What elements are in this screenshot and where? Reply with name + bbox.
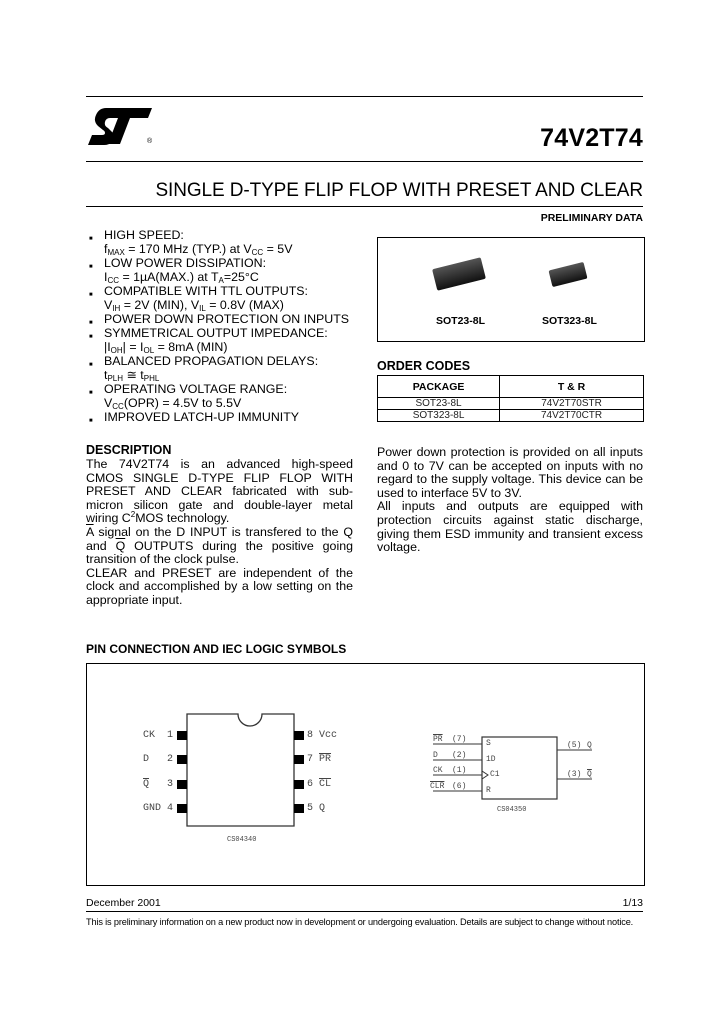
feature-main: LOW POWER DISSIPATION: xyxy=(104,256,267,270)
pin-num-7: 7 xyxy=(307,754,314,765)
description-left xyxy=(86,458,353,608)
part-number: 74V2T74 xyxy=(540,124,643,152)
pin-label-ck: CK xyxy=(143,730,156,741)
iec-input-num: (7) xyxy=(452,735,467,744)
pin-num-8: 8 xyxy=(307,730,314,741)
description-heading: DESCRIPTION xyxy=(86,443,172,457)
iec-input-pr: $\overline{PR}$ xyxy=(433,735,443,744)
order-cell: 74V2T70CTR xyxy=(500,410,644,422)
order-col-package: PACKAGE xyxy=(378,376,500,398)
registered-mark: ® xyxy=(147,138,153,145)
bullet-icon: ■ xyxy=(89,236,93,242)
feature-main: BALANCED PROPAGATION DELAYS: xyxy=(104,354,319,368)
table-row xyxy=(378,410,644,422)
feature-item xyxy=(86,312,361,326)
package-label-sot23: SOT23-8L xyxy=(436,315,486,327)
iec-input-d: D xyxy=(433,751,438,760)
order-cell: SOT323-8L xyxy=(378,410,500,422)
pin-label-gnd: GND xyxy=(143,803,162,814)
order-cell: SOT23-8L xyxy=(378,398,500,410)
bullet-icon: ■ xyxy=(89,320,93,326)
feature-main: POWER DOWN PROTECTION ON INPUTS xyxy=(104,312,350,326)
footer-note: This is preliminary information on a new product now in development or undergoing evaluation. Details are subject to change without notice. xyxy=(86,917,634,927)
feature-detail: $V_{CC}(OPR) = 4.5V$ to 5.5V xyxy=(104,396,242,411)
pin-section-heading: PIN CONNECTION AND IEC LOGIC SYMBOLS xyxy=(86,642,347,656)
bullet-icon: ■ xyxy=(89,418,93,424)
iec-box-r: R xyxy=(486,786,491,795)
table-row xyxy=(378,398,644,410)
bullet-icon: ■ xyxy=(89,390,93,396)
top-rule xyxy=(86,96,643,97)
pin-num-6: 6 xyxy=(307,779,314,790)
bullet-icon: ■ xyxy=(89,264,93,270)
pin-diagram-svg xyxy=(87,664,644,885)
description-right xyxy=(377,446,643,555)
iec-input-num: (6) xyxy=(452,782,467,791)
pin-num-3: 3 xyxy=(167,779,174,790)
feature-detail: $|I_{OH}| = I_{OL} = 8mA$ (MIN) xyxy=(104,340,228,355)
pin-label-qbar: $\overline{Q}$ xyxy=(143,779,150,790)
footer-date: December 2001 xyxy=(86,897,161,909)
iec-box-1d: 1D xyxy=(486,755,496,764)
feature-main: SYMMETRICAL OUTPUT IMPEDANCE: xyxy=(104,326,328,340)
ic-drawing-code: CS04340 xyxy=(227,836,257,844)
pin-diagram-box xyxy=(86,663,645,886)
iec-input-clr: $\overline{CLR}$ xyxy=(430,782,445,791)
iec-box-c1: C1 xyxy=(490,770,500,779)
st-logo xyxy=(86,104,158,150)
title-underline xyxy=(86,206,643,207)
iec-box-s: S xyxy=(486,739,491,748)
iec-drawing-code: CS04350 xyxy=(497,806,527,814)
page-title: SINGLE D-TYPE FLIP FLOP WITH PRESET AND CLEAR xyxy=(155,180,643,201)
order-cell: 74V2T70STR xyxy=(500,398,644,410)
feature-detail: $I_{CC} = 1\mu A(MAX.)$ at $T_A=25^\circ C$ xyxy=(104,270,259,285)
feature-item xyxy=(86,256,361,284)
iec-output-num: (3) xyxy=(567,770,582,779)
feature-detail: $f_{MAX} = 170$ MHz (TYP.) at $V_{CC} = 5V$ xyxy=(104,242,293,257)
feature-item xyxy=(86,410,361,424)
footer-page: 1/13 xyxy=(622,897,643,909)
iec-output-num: (5) xyxy=(567,741,582,750)
feature-detail: $V_{IH} = 2V$ (MIN), $V_{IL} = 0.8V$ (MAX) xyxy=(104,298,284,313)
feature-item xyxy=(86,228,361,256)
sot23-chip-image xyxy=(432,257,486,290)
pin-label-vcc: Vcc xyxy=(319,730,338,741)
description-para-5: All inputs and outputs are equipped with protection circuits against static discharge, giving them ESD immunity and transient excess voltage. xyxy=(377,499,643,555)
pin-num-1: 1 xyxy=(167,730,174,741)
sot323-chip-image xyxy=(548,262,587,287)
feature-item xyxy=(86,326,361,354)
feature-main: OPERATING VOLTAGE RANGE: xyxy=(104,382,288,396)
footer-rule xyxy=(86,911,643,912)
package-label-sot323: SOT323-8L xyxy=(542,315,597,327)
preliminary-label: PRELIMINARY DATA xyxy=(540,212,643,224)
description-para-4: Power down protection is provided on all inputs and 0 to 7V can be accepted on inputs with no regard to the supply voltage. This device can be used to interface 5V to 3V. xyxy=(377,445,643,500)
pin-label-pr: $\overline{PR}$ xyxy=(319,754,332,765)
bullet-icon: ■ xyxy=(89,292,93,298)
pin-num-2: 2 xyxy=(167,754,174,765)
pin-num-4: 4 xyxy=(167,803,174,814)
iec-input-num: (2) xyxy=(452,751,467,760)
bullet-icon: ■ xyxy=(89,362,93,368)
pin-label-cl: $\overline{CL}$ xyxy=(319,779,332,790)
iec-input-num: (1) xyxy=(452,766,467,775)
iec-output-q: Q xyxy=(587,741,592,750)
pin-num-5: 5 xyxy=(307,803,314,814)
bullet-icon: ■ xyxy=(89,334,93,340)
description-para-3: CLEAR and PRESET are independent of the clock and accomplished by a low setting on the appropriate input. xyxy=(86,565,353,607)
order-col-tr: T & R xyxy=(500,376,644,398)
feature-item xyxy=(86,382,361,410)
iec-output-qbar: $\overline{Q}$ xyxy=(587,770,592,779)
description-para-1: The 74V2T74 is an advanced high-speed CMOS SINGLE D-TYPE FLIP FLOP WITH PRESET AND CLEAR fabricated with sub-micron silicon gate and double-layer metal wiring $C^2MOS$ technology. xyxy=(86,457,353,526)
pin-label-q: Q xyxy=(319,803,326,814)
title-rule xyxy=(86,161,643,162)
feature-main: IMPROVED LATCH-UP IMMUNITY xyxy=(104,410,300,424)
feature-detail: $t_{PLH}$ ≅ $t_{PHL}$ xyxy=(104,368,160,383)
feature-main: COMPATIBLE WITH TTL OUTPUTS: xyxy=(104,284,308,298)
feature-item xyxy=(86,284,361,312)
pin-label-d: D xyxy=(143,754,150,765)
feature-item xyxy=(86,354,361,382)
iec-input-ck: CK xyxy=(433,766,443,775)
package-box xyxy=(377,237,645,342)
description-para-2: $\overline{A}$ signal on the D INPUT is transfered to the Q and $\overline{Q}$ OUTPUTS during the positive going transition of the clock pulse. xyxy=(86,524,353,567)
feature-main: HIGH SPEED: xyxy=(104,228,184,242)
order-codes-heading: ORDER CODES xyxy=(377,359,471,373)
order-codes-table xyxy=(377,375,644,422)
features-list xyxy=(86,228,361,424)
